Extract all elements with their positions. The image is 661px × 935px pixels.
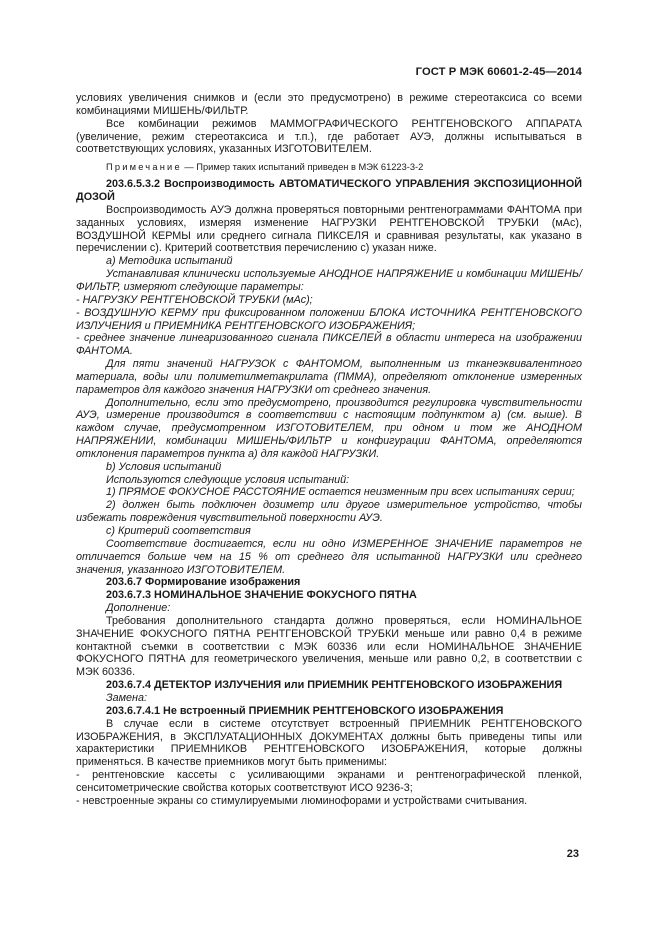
standard-header: ГОСТ Р МЭК 60601-2-45—2014 xyxy=(415,66,582,78)
paragraph: Соответствие достигается, если ни одно ИЗМЕРЕННОЕ ЗНАЧЕНИЕ параметров не отличается больше чем на 15 % от среднего для испытанной НАГРУЗКИ или среднего значения, указанного ИЗГОТОВИТЕЛЕМ. xyxy=(76,537,582,576)
amendment-label: Замена: xyxy=(106,691,147,704)
paragraph: условиях увеличения снимков и (если это предусмотрено) в режиме стереотаксиса со всеми комбинациями МИШЕНЬ/ФИЛЬТР. xyxy=(76,92,582,117)
note-label: Примечание xyxy=(106,162,182,173)
note xyxy=(76,160,582,174)
paragraph: В случае если в системе отсутствует встроенный ПРИЕМНИК РЕНТГЕНОВСКОГО ИЗОБРАЖЕНИЯ, в ЭКСПЛУАТАЦИОННЫХ ДОКУМЕНТАХ должны быть приведены типы или характеристики ПРИЕМНИКОВ РЕНТГЕНОВСКОГО ИЗОБРАЖЕНИЯ, которые должны применяться. В качестве приемников могут быть применимы: xyxy=(76,717,582,769)
note-text: — Пример таких испытаний приведен в МЭК 61223-3-2 xyxy=(184,162,424,173)
page-body xyxy=(76,92,582,808)
subsection-label: a) Методика испытаний xyxy=(106,255,233,268)
paragraph: Используются следующие условия испытаний: xyxy=(106,473,350,486)
paragraph: Дополнительно, если это предусмотрено, производится регулировка чувствительности АУЭ, измерение производится в соответствии с настоящим подпунктом а) (см. выше). В каждом случае, предусмотренном ИЗГОТОВИТЕЛЕМ, при одном и том же АНОДНОМ НАПРЯЖЕНИИ, комбинации МИШЕНЬ/ФИЛЬТР и конфигурации ФАНТОМА, определяются отклонения параметров пункта а) для каждой НАГРУЗКИ. xyxy=(76,396,582,460)
section-heading: 203.6.5.3.2 Воспроизводимость АВТОМАТИЧЕСКОГО УПРАВЛЕНИЯ ЭКСПОЗИЦИОННОЙ ДОЗОЙ xyxy=(76,178,582,204)
paragraph: Устанавливая клинически используемые АНОДНОЕ НАПРЯЖЕНИЕ и комбинации МИШЕНЬ/ФИЛЬТР, измеряют следующие параметры: xyxy=(76,268,582,293)
amendment-label: Дополнение: xyxy=(106,602,171,615)
list-item: 2) должен быть подключен дозиметр или другое измерительное устройство, чтобы избежать повреждения чувствительной поверхности АУЭ. xyxy=(76,499,582,525)
list-item: - ВОЗДУШНУЮ КЕРМУ при фиксированном положении БЛОКА ИСТОЧНИКА РЕНТГЕНОВСКОГО ИЗЛУЧЕНИЯ и ПРИЕМНИКА РЕНТГЕНОВСКОГО ИЗОБРАЖЕНИЯ; xyxy=(76,306,582,332)
list-item: - НАГРУЗКУ РЕНТГЕНОВСКОЙ ТРУБКИ (мАс); xyxy=(76,293,313,306)
section-heading: 203.6.7.4.1 Не встроенный ПРИЕМНИК РЕНТГЕНОВСКОГО ИЗОБРАЖЕНИЯ xyxy=(106,704,504,717)
section-heading: 203.6.7 Формирование изображения xyxy=(106,576,301,589)
subsection-label: c) Критерий соответствия xyxy=(106,525,251,537)
list-item: - рентгеновские кассеты с усиливающими экранами и рентгенографической пленкой, сенситометрические свойства которых соответствуют ИСО 9236-3; xyxy=(76,769,582,794)
list-item: - невстроенные экраны со стимулируемыми люминофорами и устройствами считывания. xyxy=(76,794,528,807)
paragraph: Воспроизводимость АУЭ должна проверяться повторными рентгенограммами ФАНТОМА при заданных условиях, измеряя изменение НАГРУЗКИ РЕНТГЕНОВСКОЙ ТРУБКИ (мАс), ВОЗДУШНОЙ КЕРМЫ или среднего сигнала ПИКСЕЛЯ и сравнивая результаты, как указано в перечислении с). Критерий соответствия перечислению с) указан ниже. xyxy=(76,203,582,255)
paragraph: Для пяти значений НАГРУЗОК с ФАНТОМОМ, выполненным из тканеэквивалентного материала, воды или полиметилметакрилата (ПММА), определяют отклонение измеренных параметров для каждого значения НАГРУЗКИ от среднего значения. xyxy=(76,358,582,396)
paragraph: Требования дополнительного стандарта должно проверяться, если НОМИНАЛЬНОЕ ЗНАЧЕНИЕ ФОКУСНОГО ПЯТНА РЕНТГЕНОВСКОЙ ТРУБКИ меньше или равно 0,4 в режиме контактной съемки в соответствии с МЭК 60336 или если НОМИНАЛЬНОЕ ЗНАЧЕНИЕ ФОКУСНОГО ПЯТНА для геометрического увеличения, меньше или равно 0,2, в соответствии с МЭК 60336. xyxy=(76,614,582,679)
list-item: - среднее значение линеаризованного сигнала ПИКСЕЛЕЙ в области интереса на изображении ФАНТОМА. xyxy=(76,332,582,358)
page-number: 23 xyxy=(566,848,579,860)
section-heading: 203.6.7.4 ДЕТЕКТОР ИЗЛУЧЕНИЯ или ПРИЕМНИК РЕНТГЕНОВСКОГО ИЗОБРАЖЕНИЯ xyxy=(106,679,563,692)
section-heading: 203.6.7.3 НОМИНАЛЬНОЕ ЗНАЧЕНИЕ ФОКУСНОГО ПЯТНА xyxy=(106,589,417,602)
subsection-label: b) Условия испытаний xyxy=(106,460,222,473)
paragraph: Все комбинации режимов МАММОГРАФИЧЕСКОГО РЕНТГЕНОВСКОГО АППАРАТА (увеличение, режим стереотаксиса и т.п.), где работает АУЭ, должны испытываться в соответствующих условиях, указанных ИЗГОТОВИТЕЛЕМ. xyxy=(76,117,582,156)
list-item: 1) ПРЯМОЕ ФОКУСНОЕ РАССТОЯНИЕ остается неизменным при всех испытаниях серии; xyxy=(106,486,575,499)
